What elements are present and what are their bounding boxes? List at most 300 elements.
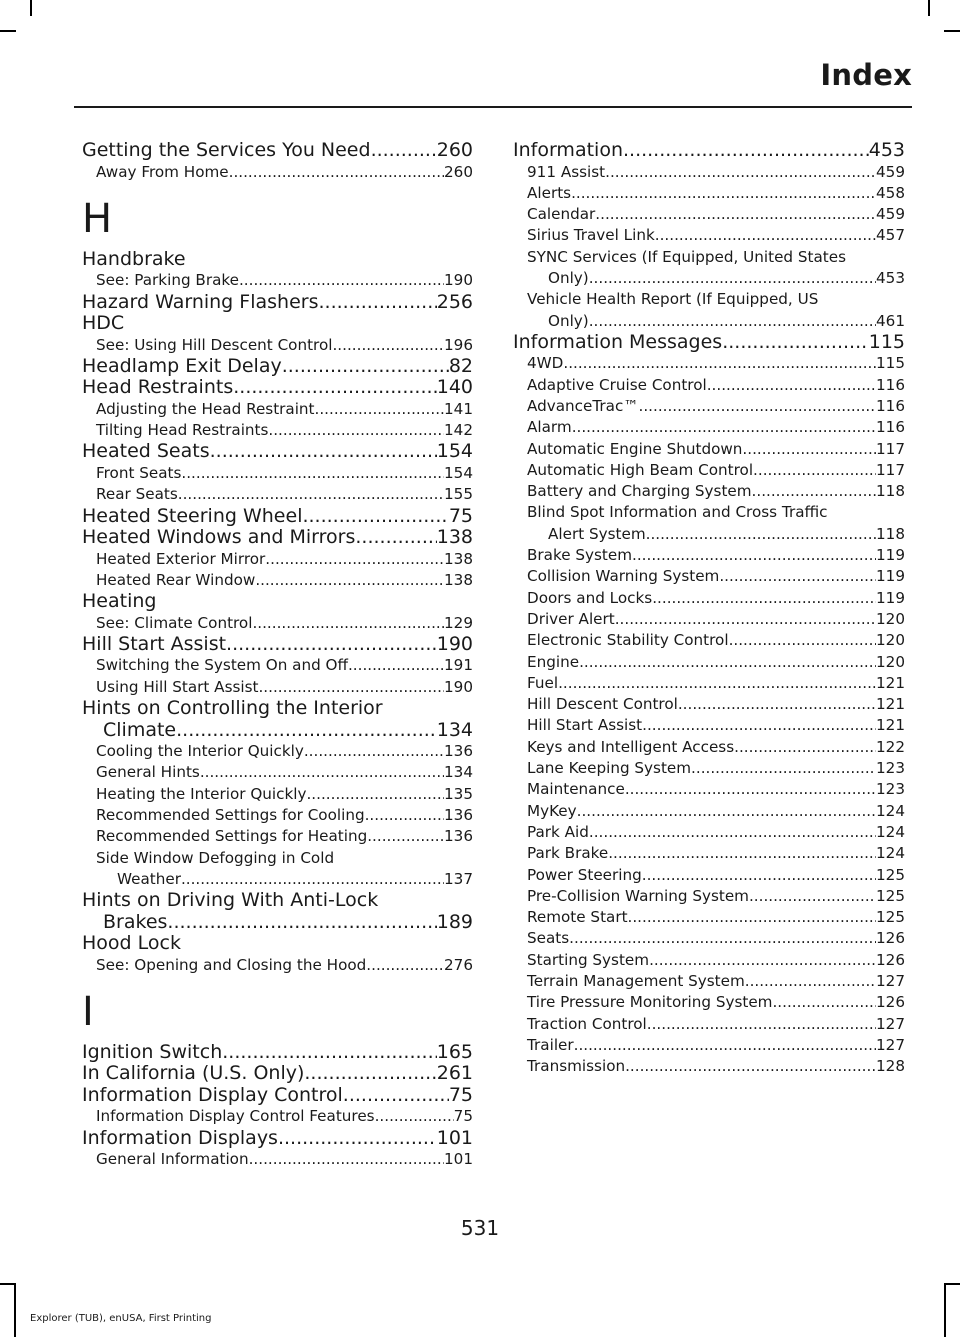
entry-page: 190 [444, 677, 473, 696]
entry-page: 138 [436, 526, 473, 549]
index-entry-line [527, 950, 905, 971]
dot-leader [226, 634, 437, 656]
entry-label: Pre-Collision Warning System [527, 886, 749, 905]
entry-page: 155 [444, 485, 473, 504]
index-entry-line [96, 655, 473, 676]
index-subentry [513, 183, 905, 204]
entry-label: Driver Alert [527, 609, 615, 628]
index-subentry [513, 865, 905, 886]
entry-label: Rear Seats [96, 485, 178, 504]
dot-leader [574, 1035, 876, 1056]
dot-leader [589, 268, 876, 289]
entry-label: General Hints [96, 763, 200, 782]
index-entry-line [527, 652, 905, 673]
index-subentry [82, 549, 473, 570]
index-entry-line [527, 801, 905, 822]
dot-leader [181, 869, 444, 890]
index-entry-line [96, 570, 473, 591]
index-entry-line [527, 843, 905, 864]
index-subentry [513, 225, 905, 246]
dot-leader [625, 1056, 876, 1077]
entry-label: Information Display Control Features [96, 1107, 375, 1126]
entry-page: 101 [436, 1126, 473, 1149]
entry-page: 136 [444, 742, 473, 761]
index-entry [82, 377, 473, 399]
entry-page: 165 [436, 1040, 473, 1063]
index-entry-line [82, 591, 473, 613]
entry-label: Hood Lock [82, 932, 181, 955]
dot-leader [315, 399, 444, 420]
dot-leader [178, 484, 444, 505]
index-entry-line [96, 463, 473, 484]
index-subentry [513, 396, 905, 417]
dot-leader [343, 1085, 449, 1107]
dot-leader [375, 1106, 454, 1127]
entry-page: 127 [876, 1035, 905, 1054]
index-entry-line [513, 140, 905, 162]
dot-leader [302, 506, 448, 528]
entry-page: 75 [453, 1107, 473, 1126]
entry-page: 121 [876, 695, 905, 714]
dot-leader [366, 955, 444, 976]
index-entry-line [82, 506, 473, 528]
entry-page: 82 [448, 354, 473, 377]
entry-label: Brake System [527, 546, 633, 565]
dot-leader [249, 1149, 444, 1170]
entry-label: Switching the System On and Off [96, 656, 348, 675]
index-entry-line [527, 1035, 905, 1056]
index-entry-line [527, 588, 905, 609]
entry-page: 124 [876, 801, 905, 820]
index-entry-line [527, 481, 905, 502]
index-entry-line [527, 865, 905, 886]
entry-page: 118 [876, 482, 905, 501]
dot-leader [176, 720, 437, 742]
entry-label: MyKey [527, 801, 577, 820]
entry-label: Fuel [527, 673, 559, 692]
dot-leader [722, 332, 869, 354]
entry-label: Power Steering [527, 865, 642, 884]
index-entry-line [96, 677, 473, 698]
index-entry-line [82, 1063, 473, 1085]
entry-page: 120 [876, 609, 905, 628]
entry-label: Heated Rear Window [96, 570, 256, 589]
index-entry-line [527, 204, 905, 225]
index-entry-line [82, 933, 473, 955]
page-title: Index [820, 58, 912, 92]
index-entry-line [96, 484, 473, 505]
dot-leader [749, 886, 876, 907]
index-subentry [82, 335, 473, 356]
dot-leader [589, 311, 876, 332]
entry-page: 190 [444, 271, 473, 290]
entry-label: Cooling the Interior Quickly [96, 742, 304, 761]
entry-label: Heating [82, 590, 157, 613]
entry-label: Tire Pressure Monitoring System [527, 993, 773, 1012]
index-entry-line [82, 527, 473, 549]
entry-page: 256 [436, 290, 473, 313]
dot-leader [734, 737, 876, 758]
index-entry-line [527, 439, 905, 460]
index-entry-line [96, 270, 473, 291]
dot-leader [655, 225, 876, 246]
index-entry [82, 506, 473, 528]
index-entry-line [527, 907, 905, 928]
index-entry-line [96, 826, 473, 847]
index-entry [82, 591, 473, 613]
index-subentry [513, 992, 905, 1013]
dot-leader [639, 396, 876, 417]
entry-label: Adaptive Cruise Control [527, 375, 707, 394]
index-entry-line [527, 183, 905, 204]
entry-label: Ignition Switch [82, 1040, 223, 1063]
entry-label: Blind Spot Information and Cross Traffic [527, 503, 828, 522]
entry-page: 75 [448, 504, 473, 527]
index-entry-line [527, 992, 905, 1013]
index-subentry [513, 1056, 905, 1077]
crop-mark [30, 0, 32, 16]
entry-page: 453 [868, 139, 905, 161]
entry-label: Collision Warning System [527, 567, 720, 586]
index-subentry [513, 694, 905, 715]
index-entry-line [82, 249, 473, 271]
index-entry-line [96, 549, 473, 570]
index-entry [82, 1042, 473, 1064]
index-subentry [82, 399, 473, 420]
dot-leader [615, 609, 876, 630]
index-entry-line [527, 822, 905, 843]
dot-leader [707, 375, 876, 396]
entry-label: Hill Start Assist [82, 632, 227, 655]
entry-label: Automatic High Beam Control [527, 460, 754, 479]
index-subentry [513, 652, 905, 673]
index-entry-line [96, 784, 473, 805]
index-entry-line [96, 955, 473, 976]
dot-leader [649, 950, 876, 971]
dot-leader [365, 805, 444, 826]
entry-page: 136 [444, 827, 473, 846]
entry-label: See: Parking Brake [96, 271, 239, 290]
entry-page: 137 [444, 869, 473, 888]
index-entry-line [527, 524, 905, 545]
index-entry [82, 292, 473, 314]
entry-label: Electronic Stability Control [527, 631, 729, 650]
entry-label: HDC [82, 312, 125, 335]
index-subentry [82, 784, 473, 805]
dot-leader [371, 140, 437, 162]
index-subentry [82, 655, 473, 676]
index-entry [82, 249, 473, 271]
entry-page: 122 [876, 737, 905, 756]
dot-leader [229, 162, 444, 183]
index-entry [82, 527, 473, 549]
entry-page: 136 [444, 805, 473, 824]
index-subentry [513, 247, 905, 290]
index-entry-line [527, 715, 905, 736]
index-entry-line [527, 375, 905, 396]
index-entry [82, 356, 473, 378]
entry-page: 117 [876, 439, 905, 458]
index-subentry [82, 677, 473, 698]
dot-leader [579, 652, 876, 673]
entry-label: Hints on Controlling the Interior [82, 697, 383, 720]
index-subentry [513, 971, 905, 992]
entry-label: Weather [117, 869, 181, 888]
entry-label: Starting System [527, 950, 650, 969]
index-entry-line [82, 720, 473, 742]
entry-label: Traction Control [527, 1014, 647, 1033]
crop-mark [0, 1283, 16, 1285]
entry-label: Adjusting the Head Restraint [96, 399, 315, 418]
index-subentry [82, 826, 473, 847]
entry-label: Alarm [527, 418, 572, 437]
crop-mark [944, 30, 960, 32]
dot-leader [306, 784, 444, 805]
index-entry-line [96, 162, 473, 183]
entry-label: Hazard Warning Flashers [82, 290, 319, 313]
entry-page: 128 [876, 1057, 905, 1076]
index-entry-line [527, 162, 905, 183]
index-entry-line [513, 332, 905, 354]
index-subentry [82, 805, 473, 826]
entry-label: Heated Steering Wheel [82, 504, 303, 527]
dot-leader [258, 677, 444, 698]
entry-page: 459 [876, 162, 905, 181]
index-subentry [82, 162, 473, 183]
dot-leader [332, 335, 444, 356]
entry-label: Only) [548, 311, 589, 330]
index-entry-line [82, 356, 473, 378]
dot-leader [268, 420, 444, 441]
dot-leader [348, 655, 444, 676]
index-entry-line [527, 396, 905, 417]
dot-leader [200, 762, 444, 783]
index-subentry [513, 907, 905, 928]
dot-leader [255, 570, 444, 591]
entry-label: Away From Home [96, 162, 229, 181]
index-entry-line [82, 441, 473, 463]
entry-page: 190 [436, 632, 473, 655]
index-subentry [513, 737, 905, 758]
entry-page: 138 [444, 570, 473, 589]
entry-page: 117 [876, 460, 905, 479]
dot-leader [652, 588, 876, 609]
index-subentry [513, 588, 905, 609]
entry-label: Calendar [527, 205, 596, 224]
entry-label: Battery and Charging System [527, 482, 752, 501]
dot-leader [571, 183, 876, 204]
entry-page: 461 [876, 311, 905, 330]
index-subentry [513, 375, 905, 396]
dot-leader [642, 715, 876, 736]
entry-label: Remote Start [527, 908, 628, 927]
dot-leader [167, 912, 436, 934]
index-subentry [82, 1106, 473, 1127]
entry-page: 276 [444, 955, 473, 974]
index-entry-line [82, 1128, 473, 1150]
index-column-left [82, 140, 473, 1171]
index-subentry [82, 270, 473, 291]
index-entry [82, 1063, 473, 1085]
entry-label: Using Hill Start Assist [96, 677, 259, 696]
dot-leader [558, 673, 876, 694]
entry-label: Only) [548, 268, 589, 287]
index-subentry [82, 848, 473, 891]
entry-label: See: Opening and Closing the Hood [96, 955, 367, 974]
entry-page: 120 [876, 652, 905, 671]
entry-page: 121 [876, 716, 905, 735]
index-entry-line [527, 758, 905, 779]
crop-mark [944, 1283, 946, 1337]
dot-leader [252, 613, 444, 634]
index-entry-line [82, 140, 473, 162]
dot-leader [367, 826, 444, 847]
entry-page: 127 [876, 971, 905, 990]
entry-page: 119 [876, 567, 905, 586]
index-subentry [513, 162, 905, 183]
entry-page: 116 [876, 418, 905, 437]
index-entry [513, 140, 905, 162]
entry-page: 196 [444, 335, 473, 354]
entry-page: 126 [876, 950, 905, 969]
index-subentry [513, 609, 905, 630]
index-entry-line [96, 869, 473, 890]
index-subentry [82, 741, 473, 762]
entry-page: 116 [876, 375, 905, 394]
dot-leader [355, 527, 436, 549]
index-entry-line [527, 311, 905, 332]
index-entry [82, 441, 473, 463]
entry-label: Hill Start Assist [527, 716, 643, 735]
entry-label: Front Seats [96, 463, 182, 482]
dot-leader [278, 1128, 437, 1150]
index-entry-line [527, 737, 905, 758]
dot-leader [628, 907, 876, 928]
index-entry-line [96, 335, 473, 356]
entry-page: 119 [876, 546, 905, 565]
index-entry-line [527, 1056, 905, 1077]
dot-leader [729, 630, 876, 651]
entry-label: Transmission [527, 1057, 626, 1076]
entry-label: Park Aid [527, 822, 589, 841]
entry-page: 126 [876, 929, 905, 948]
entry-page: 101 [444, 1150, 473, 1169]
section-letter: I [82, 988, 94, 1035]
entry-label: Heated Exterior Mirror [96, 549, 266, 568]
entry-label: 4WD [527, 354, 564, 373]
entry-page: 116 [876, 396, 905, 415]
index-entry-line [527, 971, 905, 992]
index-subentry [513, 822, 905, 843]
entry-label: Maintenance [527, 780, 625, 799]
entry-label: Vehicle Health Report (If Equipped, US [527, 290, 819, 309]
index-entry-line [527, 673, 905, 694]
entry-label: AdvanceTrac™ [527, 396, 639, 415]
index-entry [82, 140, 473, 162]
dot-leader [632, 545, 876, 566]
entry-label: In California (U.S. Only) [82, 1062, 305, 1085]
section-letter: H [82, 195, 113, 242]
index-entry [82, 634, 473, 656]
index-entry-line [527, 545, 905, 566]
entry-page: 129 [444, 613, 473, 632]
entry-page: 125 [876, 908, 905, 927]
entry-page: 124 [876, 822, 905, 841]
index-entry-line [96, 613, 473, 634]
entry-label: Hill Descent Control [527, 695, 678, 714]
index-subentry [513, 886, 905, 907]
dot-leader [282, 356, 449, 378]
index-subentry [82, 955, 473, 976]
index-entry-line [527, 630, 905, 651]
entry-label: Sirius Travel Link [527, 226, 655, 245]
index-subentry [513, 950, 905, 971]
entry-page: 458 [876, 183, 905, 202]
entry-label: Getting the Services You Need [82, 139, 371, 161]
entry-label: Headlamp Exit Delay [82, 354, 282, 377]
entry-page: 124 [876, 844, 905, 863]
entry-label: Automatic Engine Shutdown [527, 439, 743, 458]
dot-leader [745, 971, 876, 992]
index-entry-line [527, 779, 905, 800]
dot-leader [646, 524, 876, 545]
dot-leader [569, 928, 876, 949]
index-subentry [82, 613, 473, 634]
entry-label: Recommended Settings for Heating [96, 827, 368, 846]
index-subentry [513, 502, 905, 545]
header-rule [74, 106, 912, 108]
index-entry-line [96, 399, 473, 420]
index-subentry [513, 843, 905, 864]
index-entry-line [527, 417, 905, 438]
entry-label: Information Messages [513, 330, 723, 353]
index-entry [82, 313, 473, 335]
index-subentry [513, 758, 905, 779]
entry-page: 191 [444, 656, 473, 675]
index-entry-line [527, 609, 905, 630]
dot-leader [181, 463, 444, 484]
dot-leader [589, 822, 876, 843]
dot-leader [577, 801, 876, 822]
index-subentry [513, 1014, 905, 1035]
dot-leader [647, 1014, 876, 1035]
index-subentry [513, 630, 905, 651]
index-entry-line [82, 634, 473, 656]
index-entry-line [82, 1085, 473, 1107]
entry-label: See: Climate Control [96, 613, 253, 632]
index-entry-line [96, 741, 473, 762]
dot-leader [563, 353, 876, 374]
entry-page: 260 [436, 139, 473, 161]
entry-label: Lane Keeping System [527, 759, 692, 778]
index-entry-line [527, 268, 905, 289]
entry-page: 126 [876, 993, 905, 1012]
entry-label: Climate [103, 718, 177, 741]
entry-page: 123 [876, 780, 905, 799]
index-subentry [82, 463, 473, 484]
entry-label: SYNC Services (If Equipped, United States [527, 247, 847, 266]
entry-page: 261 [436, 1062, 473, 1085]
dot-leader [742, 439, 876, 460]
dot-leader [678, 694, 876, 715]
index-subentry [513, 715, 905, 736]
dot-leader [210, 441, 437, 463]
entry-page: 138 [444, 549, 473, 568]
dot-leader [265, 549, 444, 570]
dot-leader [595, 204, 876, 225]
entry-page: 140 [436, 376, 473, 399]
index-subentry [513, 1035, 905, 1056]
